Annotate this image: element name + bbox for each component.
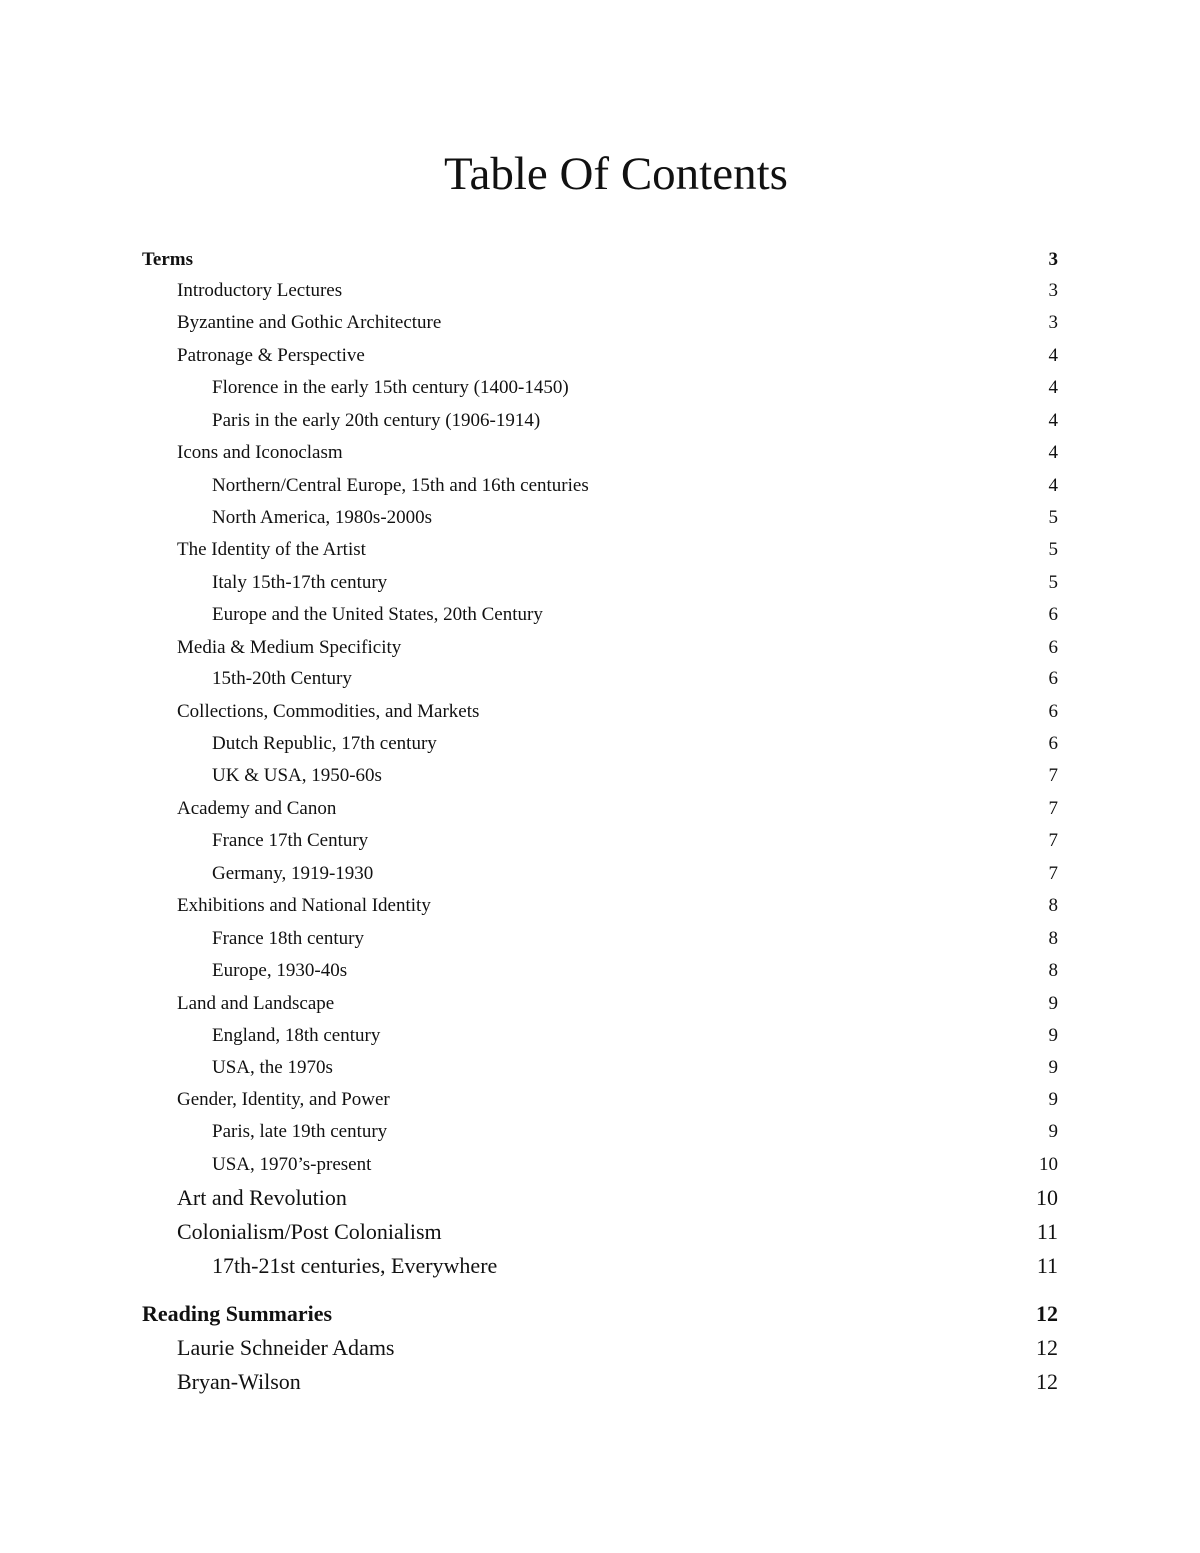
toc-entry[interactable] xyxy=(0,1251,1200,1281)
toc-entry-label: Germany, 1919-1930 xyxy=(212,863,374,884)
toc-entry[interactable] xyxy=(0,1367,1200,1397)
toc-entry-page: 6 xyxy=(1048,637,1058,658)
toc-entry-label: Art and Revolution xyxy=(177,1185,347,1210)
toc-entry-label: Paris in the early 20th century (1906-1914) xyxy=(212,410,541,431)
toc-entry[interactable] xyxy=(0,826,1200,856)
toc-entry-page: 8 xyxy=(1048,928,1058,949)
toc-entry[interactable] xyxy=(0,1085,1200,1115)
toc-entry[interactable] xyxy=(0,1117,1200,1147)
toc-entry[interactable] xyxy=(0,600,1200,630)
toc-entry-page: 3 xyxy=(1048,249,1058,270)
toc-entry-page: 4 xyxy=(1048,475,1058,496)
toc-entry-page: 12 xyxy=(1036,1335,1058,1360)
toc-entry-page: 12 xyxy=(1036,1301,1058,1326)
toc-entry[interactable] xyxy=(0,438,1200,468)
toc-entry[interactable] xyxy=(0,859,1200,889)
toc-entry[interactable] xyxy=(0,535,1200,565)
toc-entry-label: Introductory Lectures xyxy=(177,280,343,301)
toc-entry-page: 9 xyxy=(1048,1025,1058,1046)
toc-entry-page: 3 xyxy=(1048,312,1058,333)
toc-entry-label: Northern/Central Europe, 15th and 16th centuries xyxy=(212,475,589,496)
toc-entry-page: 6 xyxy=(1048,701,1058,722)
toc-entry-page: 5 xyxy=(1048,507,1058,528)
toc-entry-page: 8 xyxy=(1048,895,1058,916)
toc-entry-page: 6 xyxy=(1048,733,1058,754)
toc-entry-label: 17th-21st centuries, Everywhere xyxy=(212,1253,498,1278)
toc-entry-label: England, 18th century xyxy=(212,1025,381,1046)
toc-entry-label: Land and Landscape xyxy=(177,993,335,1014)
toc-entry-page: 4 xyxy=(1048,345,1058,366)
toc-entry[interactable] xyxy=(0,1053,1200,1083)
toc-entry-label: Icons and Iconoclasm xyxy=(177,442,343,463)
toc-entry-page: 6 xyxy=(1048,604,1058,625)
toc-entry[interactable] xyxy=(0,956,1200,986)
toc-entry-label: Collections, Commodities, and Markets xyxy=(177,701,480,722)
toc-entry-label: UK & USA, 1950-60s xyxy=(212,765,382,786)
toc-entry-label: Bryan-Wilson xyxy=(177,1369,301,1394)
toc-entry[interactable] xyxy=(0,1333,1200,1363)
toc-entry[interactable] xyxy=(0,633,1200,663)
toc-entry[interactable] xyxy=(0,697,1200,727)
toc-entry-label: Europe and the United States, 20th Century xyxy=(212,604,543,625)
toc-entry-page: 4 xyxy=(1048,410,1058,431)
toc-entry-label: Terms xyxy=(142,249,194,270)
toc-entry[interactable] xyxy=(0,406,1200,436)
toc-entry-label: Italy 15th-17th century xyxy=(212,572,388,593)
toc-entry[interactable] xyxy=(0,471,1200,501)
toc-entry-label: Media & Medium Specificity xyxy=(177,637,402,658)
toc-entry-label: Florence in the early 15th century (1400-1450) xyxy=(212,377,569,398)
toc-entry-label: North America, 1980s-2000s xyxy=(212,507,433,528)
toc-entry-page: 4 xyxy=(1048,377,1058,398)
toc-entry-page: 7 xyxy=(1048,798,1058,819)
toc-entry[interactable] xyxy=(0,503,1200,533)
toc-entry[interactable] xyxy=(0,373,1200,403)
toc-entry[interactable] xyxy=(0,1183,1200,1213)
toc-entry[interactable] xyxy=(0,989,1200,1019)
toc-entry-label: Europe, 1930-40s xyxy=(212,960,348,981)
toc-entry-page: 8 xyxy=(1048,960,1058,981)
toc-entry[interactable] xyxy=(0,729,1200,759)
toc-entry-label: Gender, Identity, and Power xyxy=(177,1089,390,1110)
toc-entry-page: 7 xyxy=(1048,830,1058,851)
toc-entry-page: 9 xyxy=(1048,1121,1058,1142)
toc-entry-page: 10 xyxy=(1036,1185,1058,1210)
toc-entry[interactable] xyxy=(0,568,1200,598)
toc-entry-page: 10 xyxy=(1039,1154,1058,1175)
toc-entry-label: Patronage & Perspective xyxy=(177,345,365,366)
toc-entry-label: Exhibitions and National Identity xyxy=(177,895,431,916)
toc-entry-page: 11 xyxy=(1036,1219,1058,1244)
toc-entry-label: France 18th century xyxy=(212,928,364,949)
toc-entry-terms[interactable] xyxy=(0,245,1200,275)
toc-entry-page: 5 xyxy=(1048,539,1058,560)
toc-entry-label: Byzantine and Gothic Architecture xyxy=(177,312,442,333)
toc-entry-reading-summaries[interactable] xyxy=(0,1299,1200,1329)
toc-entry[interactable] xyxy=(0,794,1200,824)
toc-entry-label: Academy and Canon xyxy=(177,798,337,819)
toc-entry-label: The Identity of the Artist xyxy=(177,539,366,560)
toc-entry-page: 3 xyxy=(1048,280,1058,301)
toc-entry-label: Dutch Republic, 17th century xyxy=(212,733,437,754)
toc-entry[interactable] xyxy=(0,664,1200,694)
toc-entry[interactable] xyxy=(0,1217,1200,1247)
toc-entry[interactable] xyxy=(0,1021,1200,1051)
toc-entry-page: 4 xyxy=(1048,442,1058,463)
toc-entry[interactable] xyxy=(0,761,1200,791)
toc-entry-label: 15th-20th Century xyxy=(212,668,352,689)
toc-entry[interactable] xyxy=(0,341,1200,371)
toc-entry[interactable] xyxy=(0,276,1200,306)
toc-entry[interactable] xyxy=(0,1150,1200,1180)
toc-entry-label: USA, the 1970s xyxy=(212,1057,333,1078)
toc-entry-label: Colonialism/Post Colonialism xyxy=(177,1219,442,1244)
page-title: Table Of Contents xyxy=(444,148,788,200)
toc-entry-page: 9 xyxy=(1048,1089,1058,1110)
toc-entry-page: 12 xyxy=(1036,1369,1058,1394)
toc-entry-page: 9 xyxy=(1048,1057,1058,1078)
toc-entry-label: Reading Summaries xyxy=(142,1301,333,1326)
toc-entry[interactable] xyxy=(0,891,1200,921)
toc-entry-label: Laurie Schneider Adams xyxy=(177,1335,395,1360)
toc-entry[interactable] xyxy=(0,924,1200,954)
toc-entry-page: 5 xyxy=(1048,572,1058,593)
toc-entry-page: 11 xyxy=(1036,1253,1058,1278)
toc-entry[interactable] xyxy=(0,308,1200,338)
toc-entry-label: Paris, late 19th century xyxy=(212,1121,388,1142)
toc-entry-page: 7 xyxy=(1048,863,1058,884)
toc-entry-page: 9 xyxy=(1048,993,1058,1014)
toc-entry-label: USA, 1970’s-present xyxy=(212,1154,372,1175)
toc-entry-page: 7 xyxy=(1048,765,1058,786)
toc-entry-page: 6 xyxy=(1048,668,1058,689)
toc-entry-label: France 17th Century xyxy=(212,830,369,851)
